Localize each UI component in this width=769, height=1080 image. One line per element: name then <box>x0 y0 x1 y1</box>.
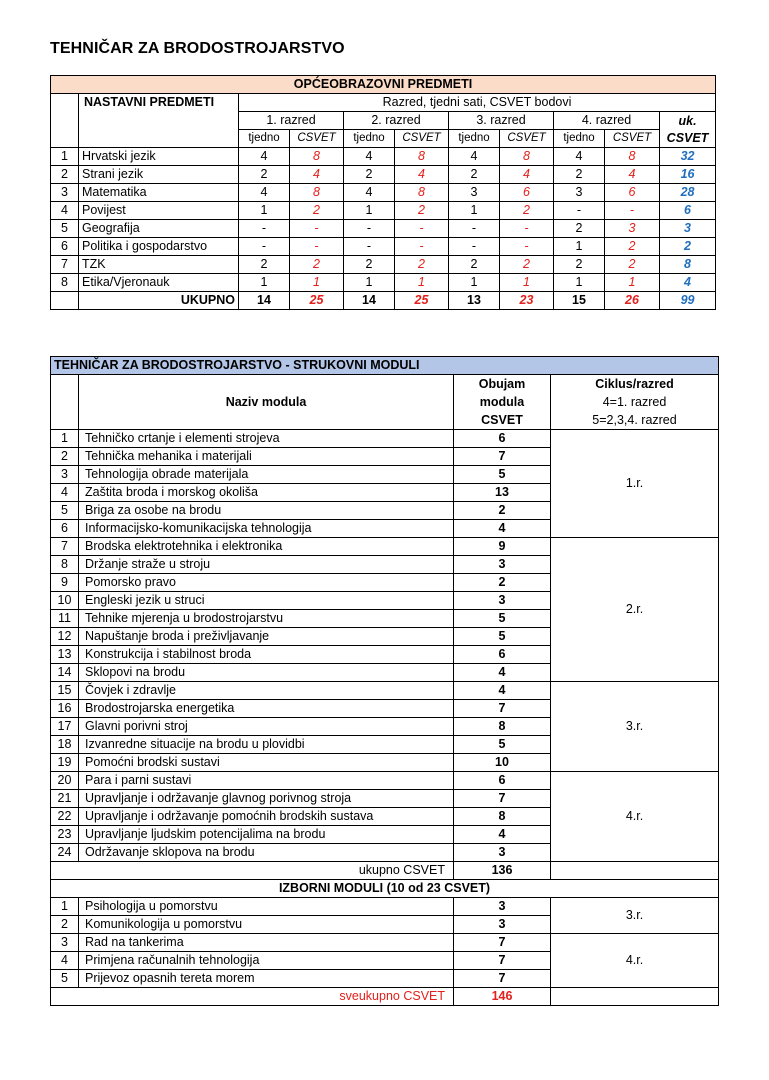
elective-modules-header: IZBORNI MODULI (10 od 23 CSVET) <box>51 880 719 898</box>
module-csvet: 5 <box>454 736 551 754</box>
module-csvet: 3 <box>454 844 551 862</box>
csvet-value: - <box>605 202 660 220</box>
weekly-hours-value: - <box>239 220 290 238</box>
module-name: Konstrukcija i stabilnost broda <box>79 646 454 664</box>
csvet-value: - <box>290 238 344 256</box>
total-csvet-value: 28 <box>660 184 716 202</box>
module-number: 11 <box>51 610 79 628</box>
weekly-hours-value: - <box>344 238 395 256</box>
weekly-hours-value: 4 <box>449 148 500 166</box>
subject-name: TZK <box>79 256 239 274</box>
module-number: 4 <box>51 484 79 502</box>
csvet-header: CSVET <box>605 130 660 148</box>
total-csvet-value: 16 <box>660 166 716 184</box>
csvet-value: 8 <box>500 148 554 166</box>
module-cycle: 3.r. <box>551 682 719 772</box>
subject-row <box>51 274 716 292</box>
csvet-value: 1 <box>605 274 660 292</box>
subject-name: Politika i gospodarstvo <box>79 238 239 256</box>
total-weekly-hours: 13 <box>449 292 500 310</box>
csvet-value: 6 <box>605 184 660 202</box>
grade-header: 4. razred <box>554 112 660 130</box>
module-number: 6 <box>51 520 79 538</box>
weekly-hours-value: - <box>449 220 500 238</box>
module-csvet: 7 <box>454 448 551 466</box>
weekly-hours-value: 4 <box>344 148 395 166</box>
module-number: 10 <box>51 592 79 610</box>
subject-row <box>51 202 716 220</box>
weekly-hours-value: 2 <box>344 166 395 184</box>
csvet-value: 8 <box>395 148 449 166</box>
totals-empty-cell <box>51 292 79 310</box>
module-number: 23 <box>51 826 79 844</box>
total-csvet-value: 6 <box>660 202 716 220</box>
csvet-value: 1 <box>290 274 344 292</box>
general-subjects-table <box>50 75 716 310</box>
module-name: Pomoćni brodski sustavi <box>79 754 454 772</box>
weekly-hours-header: tjedno <box>554 130 605 148</box>
module-csvet: 7 <box>454 790 551 808</box>
module-csvet: 4 <box>454 826 551 844</box>
grand-total-value: 146 <box>454 988 551 1006</box>
csvet-value: 2 <box>500 256 554 274</box>
module-csvet: 10 <box>454 754 551 772</box>
csvet-value: 1 <box>395 274 449 292</box>
csvet-value: 8 <box>290 184 344 202</box>
module-csvet: 5 <box>454 628 551 646</box>
csvet-value: 4 <box>395 166 449 184</box>
module-volume-column-header: Obujam modula CSVET <box>454 375 551 430</box>
module-cycle: 4.r. <box>551 934 719 988</box>
csvet-value: 2 <box>395 202 449 220</box>
module-name: Engleski jezik u struci <box>79 592 454 610</box>
module-number: 19 <box>51 754 79 772</box>
module-name: Održavanje sklopova na brodu <box>79 844 454 862</box>
weekly-hours-value: 2 <box>344 256 395 274</box>
module-name: Napuštanje broda i preživljavanje <box>79 628 454 646</box>
total-csvet-value: 32 <box>660 148 716 166</box>
module-name: Prijevoz opasnih tereta morem <box>79 970 454 988</box>
subject-row <box>51 256 716 274</box>
csvet-value: - <box>395 238 449 256</box>
grade-header: 3. razred <box>449 112 554 130</box>
subtotal-label: ukupno CSVET <box>51 862 454 880</box>
weekly-hours-value: 1 <box>344 202 395 220</box>
total-csvet: 25 <box>395 292 449 310</box>
module-name: Glavni porivni stroj <box>79 718 454 736</box>
csvet-value: 2 <box>395 256 449 274</box>
grand-total-label: sveukupno CSVET <box>51 988 454 1006</box>
total-csvet-value: 2 <box>660 238 716 256</box>
module-number: 9 <box>51 574 79 592</box>
module-row <box>51 682 719 700</box>
total-csvet-value: 3 <box>660 220 716 238</box>
module-csvet: 3 <box>454 916 551 934</box>
module-name: Upravljanje i održavanje pomoćnih brodskih sustava <box>79 808 454 826</box>
subject-name: Etika/Vjeronauk <box>79 274 239 292</box>
module-number: 18 <box>51 736 79 754</box>
weekly-hours-value: 3 <box>449 184 500 202</box>
subject-row <box>51 148 716 166</box>
module-name: Briga za osobe na brodu <box>79 502 454 520</box>
module-csvet: 7 <box>454 934 551 952</box>
weekly-hours-value: 1 <box>449 274 500 292</box>
weekly-hours-value: 1 <box>554 274 605 292</box>
module-number: 20 <box>51 772 79 790</box>
subject-name: Matematika <box>79 184 239 202</box>
module-name: Sklopovi na brodu <box>79 664 454 682</box>
module-name: Tehnička mehanika i materijali <box>79 448 454 466</box>
total-csvet: 26 <box>605 292 660 310</box>
module-name: Informacijsko-komunikacijska tehnologija <box>79 520 454 538</box>
subjects-column-header: NASTAVNI PREDMETI <box>79 94 239 148</box>
module-name: Držanje straže u stroju <box>79 556 454 574</box>
module-name: Pomorsko pravo <box>79 574 454 592</box>
vocational-modules-header: TEHNIČAR ZA BRODOSTROJARSTVO - STRUKOVNI MODULI <box>51 357 719 375</box>
module-csvet: 7 <box>454 700 551 718</box>
module-csvet: 5 <box>454 466 551 484</box>
weekly-hours-value: 2 <box>239 256 290 274</box>
subject-row <box>51 238 716 256</box>
module-csvet: 4 <box>454 682 551 700</box>
module-number: 12 <box>51 628 79 646</box>
row-number: 7 <box>51 256 79 274</box>
weekly-hours-value: - <box>239 238 290 256</box>
module-number: 5 <box>51 970 79 988</box>
csvet-value: 2 <box>290 256 344 274</box>
module-number: 22 <box>51 808 79 826</box>
csvet-value: 8 <box>605 148 660 166</box>
total-csvet-value: 8 <box>660 256 716 274</box>
csvet-value: 4 <box>500 166 554 184</box>
csvet-value: 8 <box>290 148 344 166</box>
module-number: 8 <box>51 556 79 574</box>
module-name: Zaštita broda i morskog okoliša <box>79 484 454 502</box>
subject-name: Hrvatski jezik <box>79 148 239 166</box>
subject-name: Geografija <box>79 220 239 238</box>
module-name: Brodostrojarska energetika <box>79 700 454 718</box>
weekly-hours-header: tjedno <box>239 130 290 148</box>
total-weekly-hours: 15 <box>554 292 605 310</box>
document-title: TEHNIČAR ZA BRODOSTROJARSTVO <box>50 40 345 57</box>
csvet-value: - <box>290 220 344 238</box>
module-name: Izvanredne situacije na brodu u plovidbi <box>79 736 454 754</box>
module-csvet: 2 <box>454 574 551 592</box>
module-csvet: 3 <box>454 898 551 916</box>
module-number: 21 <box>51 790 79 808</box>
module-csvet: 13 <box>454 484 551 502</box>
module-number: 14 <box>51 664 79 682</box>
total-csvet: 23 <box>500 292 554 310</box>
csvet-header: CSVET <box>395 130 449 148</box>
csvet-value: 2 <box>605 256 660 274</box>
module-csvet: 5 <box>454 610 551 628</box>
module-name: Rad na tankerima <box>79 934 454 952</box>
module-cycle: 4.r. <box>551 772 719 862</box>
module-name-column-header: Naziv modula <box>79 375 454 430</box>
weekly-hours-value: 4 <box>239 148 290 166</box>
module-number: 13 <box>51 646 79 664</box>
general-subjects-header: OPĆEOBRAZOVNI PREDMETI <box>51 76 716 94</box>
module-csvet: 6 <box>454 430 551 448</box>
grade-header: 2. razred <box>344 112 449 130</box>
weekly-hours-header: tjedno <box>449 130 500 148</box>
module-csvet: 8 <box>454 718 551 736</box>
csvet-value: - <box>500 238 554 256</box>
module-cycle: 3.r. <box>551 898 719 934</box>
module-row <box>51 772 719 790</box>
module-csvet: 3 <box>454 592 551 610</box>
total-weekly-hours: 14 <box>344 292 395 310</box>
weekly-hours-value: 2 <box>239 166 290 184</box>
module-csvet: 6 <box>454 646 551 664</box>
module-number: 1 <box>51 430 79 448</box>
total-csvet: 25 <box>290 292 344 310</box>
csvet-header: CSVET <box>290 130 344 148</box>
csvet-value: 3 <box>605 220 660 238</box>
module-name: Para i parni sustavi <box>79 772 454 790</box>
module-number: 2 <box>51 916 79 934</box>
module-name: Brodska elektrotehnika i elektronika <box>79 538 454 556</box>
module-row <box>51 430 719 448</box>
module-row <box>51 538 719 556</box>
module-name: Psihologija u pomorstvu <box>79 898 454 916</box>
subject-row <box>51 166 716 184</box>
total-csvet-value: 4 <box>660 274 716 292</box>
module-number: 3 <box>51 934 79 952</box>
totals-label: UKUPNO <box>79 292 239 310</box>
weekly-hours-value: 1 <box>344 274 395 292</box>
subtotal-value: 136 <box>454 862 551 880</box>
total-csvet-header: uk. CSVET <box>660 112 716 148</box>
total-weekly-hours: 14 <box>239 292 290 310</box>
csvet-value: - <box>395 220 449 238</box>
row-number: 6 <box>51 238 79 256</box>
module-csvet: 9 <box>454 538 551 556</box>
row-number: 4 <box>51 202 79 220</box>
module-cycle: 1.r. <box>551 430 719 538</box>
weekly-hours-header: tjedno <box>344 130 395 148</box>
weekly-hours-value: 3 <box>554 184 605 202</box>
csvet-value: 4 <box>290 166 344 184</box>
module-row <box>51 934 719 952</box>
csvet-value: - <box>500 220 554 238</box>
module-number: 24 <box>51 844 79 862</box>
weekly-hours-value: 2 <box>554 256 605 274</box>
module-number: 16 <box>51 700 79 718</box>
csvet-value: 2 <box>290 202 344 220</box>
csvet-value: 6 <box>500 184 554 202</box>
module-csvet: 4 <box>454 664 551 682</box>
weekly-hours-value: 2 <box>449 256 500 274</box>
row-number: 2 <box>51 166 79 184</box>
module-number: 15 <box>51 682 79 700</box>
module-name: Tehničko crtanje i elementi strojeva <box>79 430 454 448</box>
grades-header: Razred, tjedni sati, CSVET bodovi <box>239 94 716 112</box>
row-number: 5 <box>51 220 79 238</box>
weekly-hours-value: - <box>344 220 395 238</box>
module-name: Upravljanje i održavanje glavnog porivnog stroja <box>79 790 454 808</box>
cycle-column-header: Ciklus/razred 4=1. razred 5=2,3,4. razred <box>551 375 719 430</box>
module-csvet: 7 <box>454 952 551 970</box>
module-number: 1 <box>51 898 79 916</box>
module-cycle: 2.r. <box>551 538 719 682</box>
subject-row <box>51 184 716 202</box>
module-csvet: 6 <box>454 772 551 790</box>
csvet-value: 2 <box>500 202 554 220</box>
module-number: 3 <box>51 466 79 484</box>
weekly-hours-value: - <box>554 202 605 220</box>
weekly-hours-value: 4 <box>344 184 395 202</box>
module-number: 4 <box>51 952 79 970</box>
subject-name: Strani jezik <box>79 166 239 184</box>
module-number: 5 <box>51 502 79 520</box>
weekly-hours-value: - <box>449 238 500 256</box>
module-name: Primjena računalnih tehnologija <box>79 952 454 970</box>
weekly-hours-value: 1 <box>554 238 605 256</box>
row-number: 3 <box>51 184 79 202</box>
module-name: Tehnike mjerenja u brodostrojarstvu <box>79 610 454 628</box>
module-row <box>51 898 719 916</box>
weekly-hours-value: 2 <box>554 166 605 184</box>
weekly-hours-value: 2 <box>554 220 605 238</box>
weekly-hours-value: 1 <box>239 202 290 220</box>
module-csvet: 2 <box>454 502 551 520</box>
module-name: Komunikologija u pomorstvu <box>79 916 454 934</box>
module-number: 7 <box>51 538 79 556</box>
csvet-value: 4 <box>605 166 660 184</box>
weekly-hours-value: 4 <box>239 184 290 202</box>
row-number: 1 <box>51 148 79 166</box>
weekly-hours-value: 2 <box>449 166 500 184</box>
module-csvet: 4 <box>454 520 551 538</box>
module-name: Čovjek i zdravlje <box>79 682 454 700</box>
module-csvet: 7 <box>454 970 551 988</box>
weekly-hours-value: 4 <box>554 148 605 166</box>
subject-name: Povijest <box>79 202 239 220</box>
module-name: Upravljanje ljudskim potencijalima na brodu <box>79 826 454 844</box>
module-number: 2 <box>51 448 79 466</box>
vocational-modules-table <box>50 356 719 1006</box>
weekly-hours-value: 1 <box>239 274 290 292</box>
module-csvet: 3 <box>454 556 551 574</box>
csvet-value: 8 <box>395 184 449 202</box>
module-name: Tehnologija obrade materijala <box>79 466 454 484</box>
grand-total-csvet: 99 <box>660 292 716 310</box>
row-number: 8 <box>51 274 79 292</box>
csvet-value: 1 <box>500 274 554 292</box>
module-csvet: 8 <box>454 808 551 826</box>
module-number: 17 <box>51 718 79 736</box>
csvet-value: 2 <box>605 238 660 256</box>
csvet-header: CSVET <box>500 130 554 148</box>
weekly-hours-value: 1 <box>449 202 500 220</box>
grade-header: 1. razred <box>239 112 344 130</box>
subject-row <box>51 220 716 238</box>
